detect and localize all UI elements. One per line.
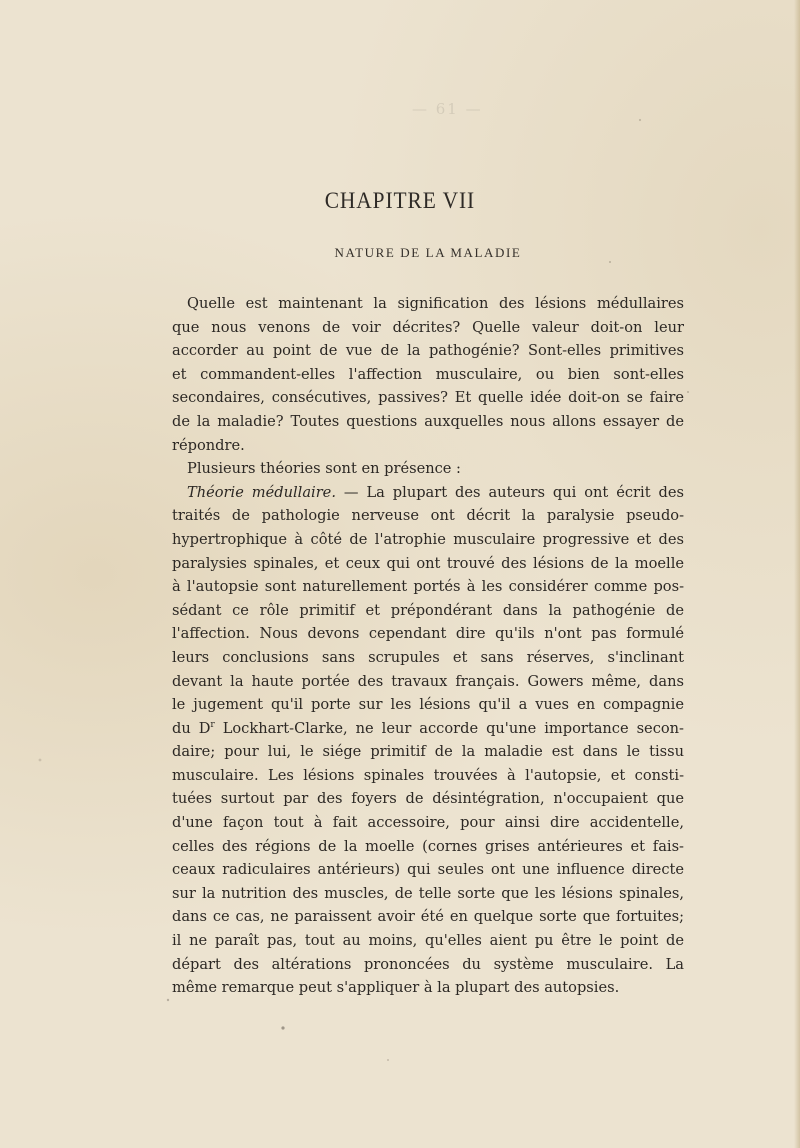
text-fragment: répondre.: [172, 436, 245, 454]
text-fragment: celles des régions de la moelle (cornes grises antérieures et fais-: [172, 837, 684, 855]
text-line: [172, 363, 684, 387]
text-line: [172, 575, 684, 599]
text-fragment: — La plupart des auteurs qui ont écrit des: [335, 483, 684, 501]
text-line: [172, 316, 684, 340]
text-fragment: ceaux radiculaires antérieurs) qui seules ont une influence directe: [172, 861, 684, 879]
text-line: [172, 386, 684, 410]
text-fragment: leurs conclusions sans scrupules et sans réserves, s'inclinant: [172, 648, 684, 666]
text-line: [172, 670, 684, 694]
text-fragment: du D: [172, 719, 211, 737]
chapter-title: CHAPITRE VII: [324, 188, 476, 213]
section-heading-italic: Théorie médullaire.: [187, 483, 336, 501]
text-fragment: accorder au point de vue de la pathogénie? Sont-elles primitives: [172, 342, 684, 360]
text-fragment: dans ce cas, ne paraissent avoir été en quelque sorte que fortuites;: [172, 908, 684, 926]
text-fragment: l'affection. Nous devons cependant dire qu'ils n'ont pas formulé: [172, 625, 684, 643]
text-fragment: paralysies spinales, et ceux qui ont trouvé des lésions de la moelle: [172, 554, 684, 572]
text-line: [172, 693, 684, 717]
text-line: [172, 622, 684, 646]
text-line: [172, 882, 684, 906]
text-line: [172, 292, 684, 316]
text-fragment: musculaire. Les lésions spinales trouvées à l'autopsie, et consti-: [172, 766, 684, 784]
superscript: r: [210, 719, 215, 730]
text-line: [172, 953, 684, 977]
text-fragment: de la maladie? Toutes questions auxquelles nous allons essayer de: [172, 412, 684, 430]
text-fragment: sédant ce rôle primitif et prépondérant dans la pathogénie de: [172, 601, 684, 619]
body-text: [172, 292, 684, 1000]
text-line: [172, 787, 684, 811]
text-line: [172, 740, 684, 764]
text-line: [172, 481, 684, 505]
text-fragment: traités de pathologie nerveuse ont décrit la paralysie pseudo-: [172, 507, 684, 525]
text-line: [172, 599, 684, 623]
text-line: [172, 552, 684, 576]
text-line: [172, 339, 684, 363]
text-fragment: d'une façon tout à fait accessoire, pour ainsi dire accidentelle,: [172, 814, 684, 832]
text-line: [172, 528, 684, 552]
text-line: [172, 434, 684, 458]
text-fragment: daire; pour lui, le siége primitif de la maladie est dans le tissu: [172, 743, 684, 761]
chapter-subtitle: NATURE DE LA MALADIE: [334, 245, 522, 260]
text-fragment: même remarque peut s'appliquer à la plupart des autopsies.: [172, 979, 620, 997]
page-edge-shadow: [794, 0, 800, 1148]
text-fragment: et commandent-elles l'affection musculaire, ou bien sont-elles: [172, 365, 684, 383]
text-line: [172, 646, 684, 670]
text-line: [172, 764, 684, 788]
text-fragment: Quelle est maintenant la signification des lésions médullaires: [187, 295, 684, 312]
text-line: [172, 905, 684, 929]
text-fragment: hypertrophique à côté de l'atrophie musculaire progressive et des: [172, 530, 684, 548]
text-line: [172, 811, 684, 835]
text-fragment: sur la nutrition des muscles, de telle sorte que les lésions spinales,: [172, 884, 684, 902]
text-fragment: départ des altérations prononcées du système musculaire. La: [172, 955, 684, 973]
text-fragment: à l'autopsie sont naturellement portés à les considérer comme pos-: [172, 578, 684, 596]
text-line: [172, 717, 684, 741]
text-line: [172, 976, 684, 1000]
text-fragment: le jugement qu'il porte sur les lésions qu'il a vues en compagnie: [172, 696, 684, 714]
text-fragment: secondaires, consécutives, passives? Et quelle idée doit-on se faire: [172, 389, 684, 407]
page-number-bleedthrough: — 61 —: [412, 100, 483, 118]
text-fragment: Plusieurs théories sont en présence :: [187, 460, 461, 478]
text-fragment: tuées surtout par des foyers de désintégration, n'occupaient que: [172, 790, 684, 808]
text-line: [172, 929, 684, 953]
text-line: [172, 457, 684, 481]
text-line: [172, 835, 684, 859]
text-line: [172, 410, 684, 434]
text-fragment: Lockhart-Clarke, ne leur accorde qu'une importance secon-: [214, 719, 684, 737]
text-fragment: il ne paraît pas, tout au moins, qu'elles aient pu être le point de: [172, 932, 684, 950]
text-line: [172, 858, 684, 882]
text-line: [172, 504, 684, 528]
text-fragment: que nous venons de voir décrites? Quelle valeur doit-on leur: [172, 318, 684, 336]
text-fragment: devant la haute portée des travaux français. Gowers même, dans: [172, 672, 684, 690]
